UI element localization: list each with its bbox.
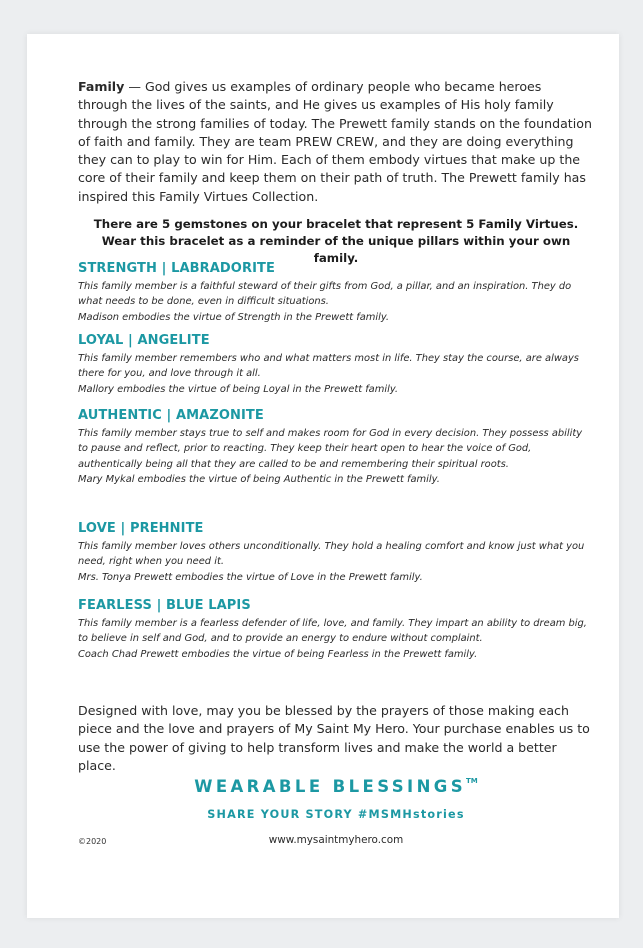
- virtue-title: STRENGTH | LABRADORITE: [78, 261, 275, 276]
- virtue-strength: [78, 261, 594, 325]
- virtue-title: LOVE | PREHNITE: [78, 521, 204, 536]
- gemstone-note: [78, 216, 594, 267]
- intro-lead: Family: [78, 79, 125, 94]
- virtue-description: This family member stays true to self and makes room for God in every decision. They possess ability to pause and reflect, prior to reacting. They keep their heart open to hear the voice of God, authentically being all that they are called to be and remembering their spiritual roots. Mary Mykal embodies the virtue of being Authentic in the Prewett family.: [78, 428, 583, 486]
- virtue-title: AUTHENTIC | AMAZONITE: [78, 408, 264, 423]
- share-hashtag: SHARE YOUR STORY #MSMHstories: [207, 808, 465, 821]
- virtue-title: FEARLESS | BLUE LAPIS: [78, 598, 251, 613]
- virtue-description: This family member remembers who and what matters most in life. They stay the course, are always there for you, and love through it all. Mallory embodies the virtue of being Loyal in the Prewett family.: [78, 353, 579, 395]
- copyright: ©2020: [78, 837, 107, 846]
- tagline: [78, 777, 594, 796]
- virtue-description: This family member is a fearless defender of life, love, and family. They impart an ability to dream big, to believe in self and God, and to provide an energy to endure without complaint. Coach Chad Prewett embodies the virtue of being Fearless in the Prewett family.: [78, 618, 587, 660]
- tagline-text: WEARABLE BLESSINGS: [194, 777, 467, 796]
- virtue-love: [78, 521, 594, 585]
- virtue-loyal: [78, 333, 594, 397]
- virtue-embodied-by: Mary Mykal embodies the virtue of being Authentic in the Prewett family.: [78, 474, 440, 486]
- virtue-embodied-by: Coach Chad Prewett embodies the virtue of being Fearless in the Prewett family.: [78, 648, 478, 660]
- intro-text: — God gives us examples of ordinary people who became heroes through the lives of the saints, and He gives us examples of His holy family through the strong families of today. The Prewett family stands on the foundation of faith and family. They are team PREW CREW, and they are doing everything they can to play to win for Him. Each of them embody virtues that make up the core of their family and keep them on their path of truth. The Prewett family has inspired this Family Virtues Collection.: [78, 79, 592, 204]
- virtue-embodied-by: Mallory embodies the virtue of being Loyal in the Prewett family.: [78, 383, 399, 395]
- intro-paragraph: [78, 78, 594, 206]
- virtue-description: This family member loves others unconditionally. They hold a healing comfort and know just what you need, right when you need it. Mrs. Tonya Prewett embodies the virtue of Love in the Prewett family.: [78, 541, 585, 583]
- info-card: [27, 34, 619, 918]
- trademark-mark: TM: [466, 777, 478, 785]
- virtue-authentic: [78, 408, 594, 488]
- virtue-embodied-by: Madison embodies the virtue of Strength in the Prewett family.: [78, 311, 390, 323]
- virtue-title: LOYAL | ANGELITE: [78, 333, 210, 348]
- website-url[interactable]: www.mysaintmyhero.com: [268, 834, 404, 846]
- gemstone-note-line-2: Wear this bracelet as a reminder of the unique pillars within your own family.: [101, 234, 571, 265]
- virtue-fearless: [78, 598, 594, 662]
- gemstone-note-line-1: There are 5 gemstones on your bracelet that represent 5 Family Virtues.: [93, 217, 579, 231]
- closing-paragraph: Designed with love, may you be blessed by the prayers of those making each piece and the love and prayers of My Saint My Hero. Your purchase enables us to use the power of giving to help transform lives and make the world a better place.: [78, 703, 590, 773]
- virtue-description: This family member is a faithful steward of their gifts from God, a pillar, and an inspiration. They do what needs to be done, even in difficult situations. Madison embodies the virtue of Strength in the Prewett family.: [78, 281, 572, 323]
- virtue-embodied-by: Mrs. Tonya Prewett embodies the virtue of Love in the Prewett family.: [78, 571, 423, 583]
